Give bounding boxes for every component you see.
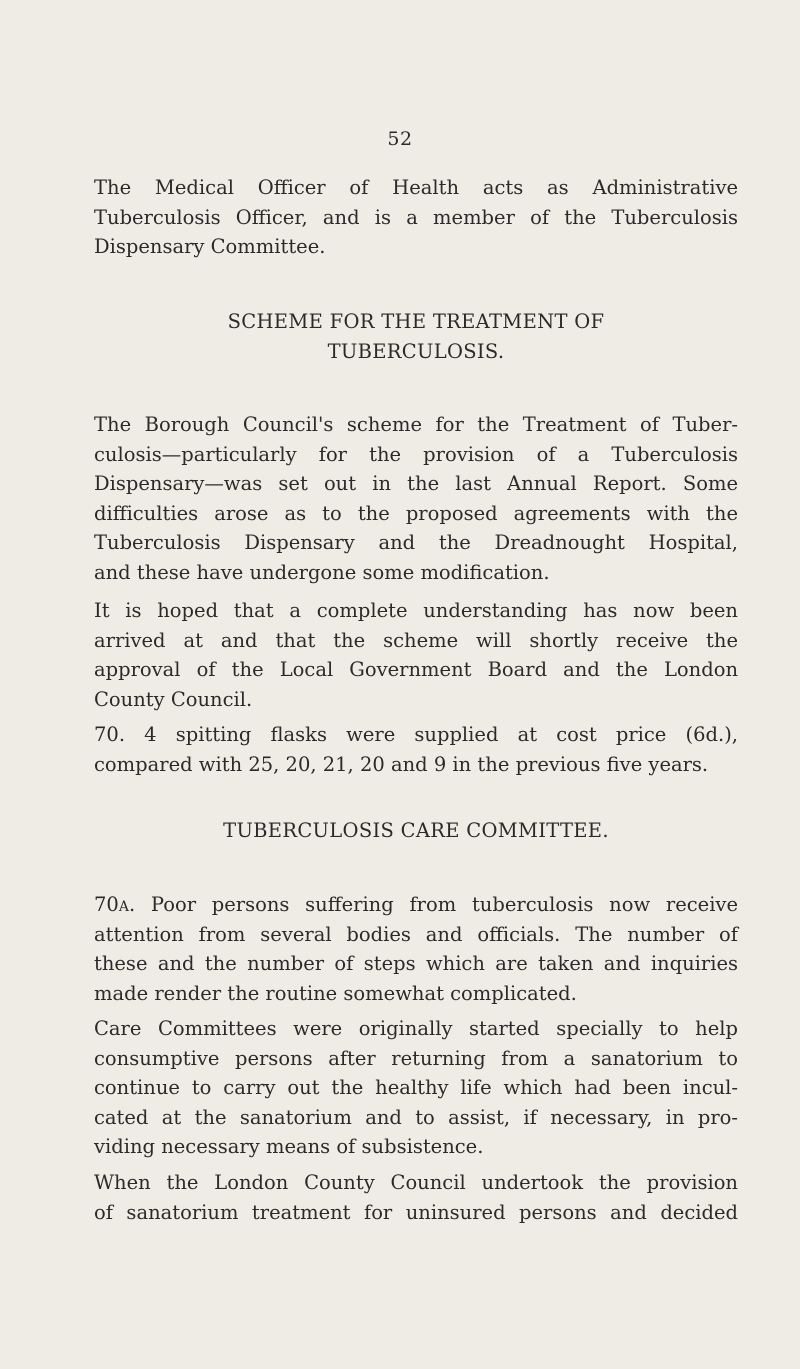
text-line: culosis—particularly for the provision of a Tuberculosis	[94, 442, 738, 466]
section-heading-scheme	[94, 307, 738, 367]
paragraph-care-committees	[94, 1014, 738, 1162]
paragraph-mo-role	[94, 173, 738, 262]
heading-line: TUBERCULOSIS CARE COMMITTEE.	[223, 819, 609, 842]
text-line: Dispensary—was set out in the last Annual Report. Some	[94, 472, 738, 495]
text-line: compared with 25, 20, 21, 20 and 9 in the previous five years.	[94, 752, 709, 776]
paragraph-body	[94, 720, 738, 779]
text-line: difficulties arose as to the proposed agreements with the	[94, 501, 738, 525]
paragraph-body	[94, 410, 738, 587]
text-line: Dispensary Committee.	[94, 235, 326, 258]
text-line: Tuberculosis Officer, and is a member of the Tuberculosis	[94, 205, 738, 229]
text-line: 70. 4 spitting flasks were supplied at cost price (6d.),	[94, 723, 738, 746]
text-line: The Borough Council's scheme for the Treatment of Tuber-	[94, 413, 738, 436]
text-line: When the London County Council undertook the provision	[94, 1171, 738, 1194]
section-number: 70	[94, 893, 119, 916]
text-line: made render the routine somewhat complicated.	[94, 981, 577, 1005]
text-line: and these have undergone some modification.	[94, 560, 550, 584]
text-line: of sanatorium treatment for uninsured persons and decided	[94, 1200, 738, 1224]
text-line: viding necessary means of subsistence.	[94, 1135, 484, 1158]
text-line: Tuberculosis Dispensary and the Dreadnought Hospital,	[94, 531, 738, 554]
paragraph-borough-scheme	[94, 410, 738, 587]
heading-line: TUBERCULOSIS.	[327, 340, 505, 363]
paragraph-body	[94, 173, 738, 262]
text-line: arrived at and that the scheme will shortly receive the	[94, 628, 738, 652]
text-line: Care Committees were originally started specially to help	[94, 1017, 738, 1040]
text-line: continue to carry out the healthy life which had been incul-	[94, 1076, 738, 1099]
text-line: approval of the Local Government Board and the London	[94, 658, 738, 681]
text-line: The Medical Officer of Health acts as Administrative	[94, 176, 738, 199]
page-number: 52	[387, 128, 413, 150]
paragraph-body	[94, 890, 738, 1008]
heading-line: SCHEME FOR THE TREATMENT OF	[227, 310, 605, 333]
paragraph-spitting-flasks	[94, 720, 738, 779]
paragraph-body	[94, 596, 738, 714]
text-line: these and the number of steps which are taken and inquiries	[94, 952, 738, 975]
text-line-content: . Poor persons suffering from tuberculosis now receive	[128, 893, 738, 916]
paragraph-lcc-provision	[94, 1168, 738, 1227]
text-line: cated at the sanatorium and to assist, if necessary, in pro-	[94, 1105, 738, 1129]
text-line: attention from several bodies and officials. The number of	[94, 922, 738, 946]
text-line	[94, 890, 738, 920]
paragraph-body	[94, 1014, 738, 1162]
text-line: It is hoped that a complete understanding has now been	[94, 599, 738, 622]
text-line: County Council.	[94, 687, 253, 711]
section-number-suffix: a	[118, 893, 129, 916]
paragraph-poor-persons	[94, 890, 738, 1008]
section-heading-care-committee	[94, 816, 738, 846]
paragraph-understanding	[94, 596, 738, 714]
text-line: consumptive persons after returning from a sanatorium to	[94, 1046, 738, 1070]
paragraph-body	[94, 1168, 738, 1227]
